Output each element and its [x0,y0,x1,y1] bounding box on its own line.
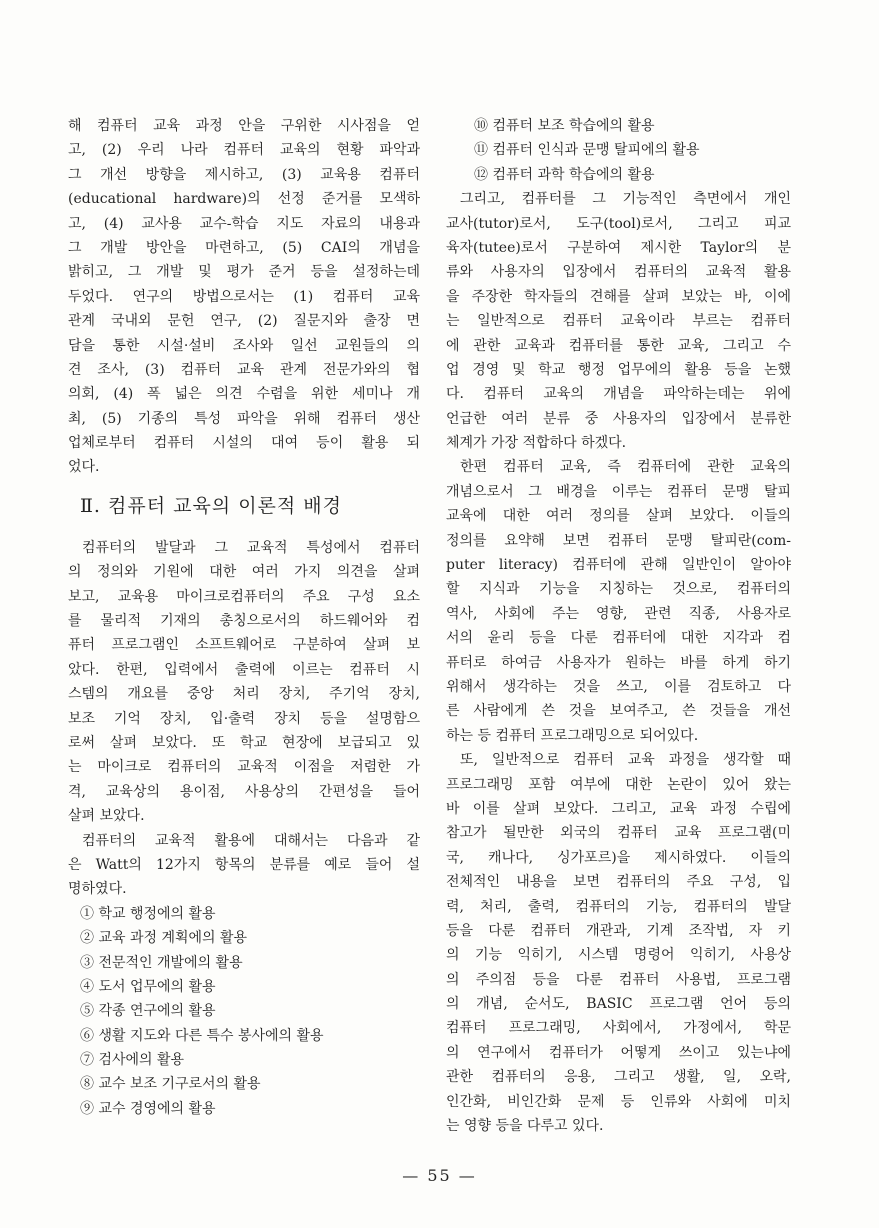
list-item: ⑩ 컴퓨터 보조 학습에의 활용 [474,118,655,134]
text-line: 을 주장한 학자들의 견해를 살펴 보았는 바, 이에 [446,288,791,305]
text-line: 해 컴퓨터 교육 과정 안을 구위한 시사점을 얻 [68,118,420,134]
text-line: 전체적인 내용을 보면 컴퓨터의 주요 구성, 입 [446,874,791,891]
list-item: ④ 도서 업무에의 활용 [80,978,216,995]
text-line: 육자(tutee)로서 구분하여 제시한 Taylor의 분 [446,239,791,256]
text-line: 인간화, 비인간화 문제 등 인류와 사회에 미치 [446,1093,791,1110]
text-line: 다. 컴퓨터 교육의 개념을 파악하는데는 위에 [446,386,791,403]
text-line: 위해서 생각하는 것을 쓰고, 이를 검토하고 다 [446,678,791,695]
text-line: 명하였다. [68,881,127,898]
page-number: — 55 — [402,1166,477,1185]
text-line: 의 주의점 등을 다룬 컴퓨터 사용법, 프로그램 [446,971,791,988]
text-line: 그 개발 방안을 마련하고, (5) CAI의 개념을 [68,239,420,256]
section-title: Ⅱ. 컴퓨터 교육의 이론적 배경 [80,494,343,517]
right-column [446,114,791,1138]
text-line: 에 관한 교육과 컴퓨터를 통한 교육, 그리고 수 [446,337,791,354]
text-line: 의 연구에서 컴퓨터가 어떻게 쓰이고 있는냐에 [446,1044,791,1061]
list-item: ① 학교 행정에의 활용 [80,905,216,922]
text-line: 는 일반적으로 컴퓨터 교육이라 부르는 컴퓨터 [446,313,791,330]
text-line: 보조 기억 장치, 입·출력 장치 등을 설명함으 [68,710,420,727]
text-line: 할 지식과 기능을 지칭하는 것으로, 컴퓨터의 [446,581,791,598]
text-line: 교육에 대한 여러 정의를 살펴 보았다. 이들의 [446,508,791,525]
text-line: 의 기능 익히기, 시스템 명령어 익히기, 사용상 [446,947,791,964]
text-line: 었다. [68,459,100,476]
text-line: 로써 살펴 보았다. 또 학교 현장에 보급되고 있 [68,734,420,751]
text-line: 관한 컴퓨터의 응용, 그리고 생활, 일, 오락, [446,1069,791,1086]
text-line: 프로그래밍 포함 여부에 대한 논란이 있어 왔는 [446,776,791,793]
list-item: ⑥ 생활 지도와 다른 특수 봉사에의 활용 [80,1027,324,1044]
text-line: 컴퓨터의 교육적 활용에 대해서는 다음과 같 [82,832,420,849]
text-line: 체계가 가장 적합하다 하겠다. [446,435,627,452]
text-line: 고, (2) 우리 나라 컴퓨터 교육의 현황 파악과 [68,142,420,159]
text-line: 서의 윤리 등을 다룬 컴퓨터에 대한 지각과 컴 [446,630,791,647]
text-line: (educational hardware)의 선정 준거를 모색하 [68,191,420,208]
left-paragraph-2 [68,536,420,829]
text-line: 의 개념, 순서도, BASIC 프로그램 언어 등의 [446,996,791,1013]
right-paragraph-2 [446,455,791,748]
text-line: 한편 컴퓨터 교육, 즉 컴퓨터에 관한 교육의 [460,459,791,476]
text-line: 보고, 교육용 마이크로컴퓨터의 주요 구성 요소 [68,588,420,605]
list-item: ⑦ 검사에의 활용 [80,1052,185,1069]
text-line: 역사, 사회에 주는 영향, 관련 직종, 사용자로 [446,605,791,622]
text-line: 담을 통한 시설·설비 조사와 일선 교원들의 의 [68,337,420,354]
list-item: ⑤ 각종 연구에의 활용 [80,1003,216,1020]
text-line: 개념으로서 그 배경을 이루는 컴퓨터 문맹 탈피 [446,483,791,500]
text-line: 를 물리적 기재의 총칭으로서의 하드웨어와 컴 [68,613,420,630]
text-line: 그 개선 방향을 제시하고, (3) 교육용 컴퓨터 [68,166,420,183]
text-line: 등을 다룬 컴퓨터 개관과, 기계 조작법, 자 키 [446,922,791,939]
text-line: 견 조사, (3) 컴퓨터 교육 관계 전문가와의 협 [68,361,420,378]
list-item: ⑧ 교수 보조 기구로서의 활용 [80,1076,261,1093]
text-line: 살펴 보았다. [68,808,145,825]
left-column [68,114,420,1121]
text-line: 의회, (4) 폭 넓은 의견 수렴을 위한 세미나 개 [68,386,420,403]
text-line: 업 경영 및 학교 행정 업무에의 활용 등을 논했 [446,361,791,378]
list-item: ⑪ 컴퓨터 인식과 문맹 탈피에의 활용 [474,142,700,159]
text-line: 퓨터로 하여금 사용자가 원하는 바를 하게 하기 [446,654,791,671]
text-line: 는 마이크로 컴퓨터의 교육적 이점을 저렴한 가 [68,759,420,776]
text-line: 밝히고, 그 개발 및 평가 준거 등을 설정하는데 [68,264,420,281]
text-line: 국, 캐나다, 싱가포르)을 제시하였다. 이들의 [446,849,791,866]
left-paragraph-3 [68,829,420,902]
text-line: 의 정의와 기원에 대한 여러 가지 의견을 살펴 [68,564,420,581]
text-line: 정의를 요약해 보면 컴퓨터 문맹 탈피란(com- [446,532,791,549]
text-line: 바 이를 살펴 보았다. 그리고, 교육 과정 수립에 [446,800,791,817]
right-paragraph-3 [446,748,791,1138]
left-paragraph-1 [68,114,420,480]
text-line: 두었다. 연구의 방법으로서는 (1) 컴퓨터 교육 [68,288,420,305]
text-line: 업체로부터 컴퓨터 시설의 대여 등이 활용 되 [68,435,420,452]
text-line: 았다. 한편, 입력에서 출력에 이르는 컴퓨터 시 [68,661,420,678]
right-paragraph-1 [446,187,791,455]
usage-list [68,902,420,1122]
text-line: 퓨터 프로그램인 소프트웨어로 구분하여 살펴 보 [68,637,420,654]
text-line: 력, 처리, 출력, 컴퓨터의 기능, 컴퓨터의 발달 [446,898,791,915]
text-line: 언급한 여러 분류 중 사용자의 입장에서 분류한 [446,410,791,427]
text-line: 스템의 개요를 중앙 처리 장치, 주기억 장치, [68,686,420,703]
text-line: 른 사람에게 쓴 것을 보여주고, 쓴 것들을 개선 [446,703,791,720]
usage-list-continued [446,114,791,187]
text-line: 하는 등 컴퓨터 프로그래밍으로 되어있다. [446,727,699,744]
text-line: 는 영향 등을 다루고 있다. [446,1118,604,1135]
text-line: 최, (5) 기종의 특성 파악을 위해 컴퓨터 생산 [68,410,420,427]
text-line: 컴퓨터 프로그래밍, 사회에서, 가정에서, 학문 [446,1020,791,1037]
text-line: 컴퓨터의 발달과 그 교육적 특성에서 컴퓨터 [82,539,420,556]
text-line: 교사(tutor)로서, 도구(tool)로서, 그리고 피교 [446,215,791,232]
text-line: 참고가 될만한 외국의 컴퓨터 교육 프로그램(미 [446,825,791,842]
text-line: 류와 사용자의 입장에서 컴퓨터의 교육적 활용 [446,264,791,281]
text-line: 그리고, 컴퓨터를 그 기능적인 측면에서 개인 [460,191,791,208]
text-line: puter literacy) 컴퓨터에 관해 일반인이 알아야 [446,557,791,574]
list-item: ② 교육 과정 계획에의 활용 [80,930,248,947]
text-line: 은 Watt의 12가지 항목의 분류를 예로 들어 설 [68,856,420,873]
text-line: 격, 교육상의 용이점, 사용상의 간편성을 들어 [68,783,420,800]
list-item: ⑨ 교수 경영에의 활용 [80,1100,216,1117]
text-line: 또, 일반적으로 컴퓨터 교육 과정을 생각할 때 [460,752,791,769]
list-item: ③ 전문적인 개발에의 활용 [80,954,243,971]
text-line: 관계 국내외 문헌 연구, (2) 질문지와 출장 면 [68,313,420,330]
text-line: 고, (4) 교사용 교수-학습 지도 자료의 내용과 [68,215,420,232]
list-item: ⑫ 컴퓨터 과학 학습에의 활용 [474,166,655,183]
